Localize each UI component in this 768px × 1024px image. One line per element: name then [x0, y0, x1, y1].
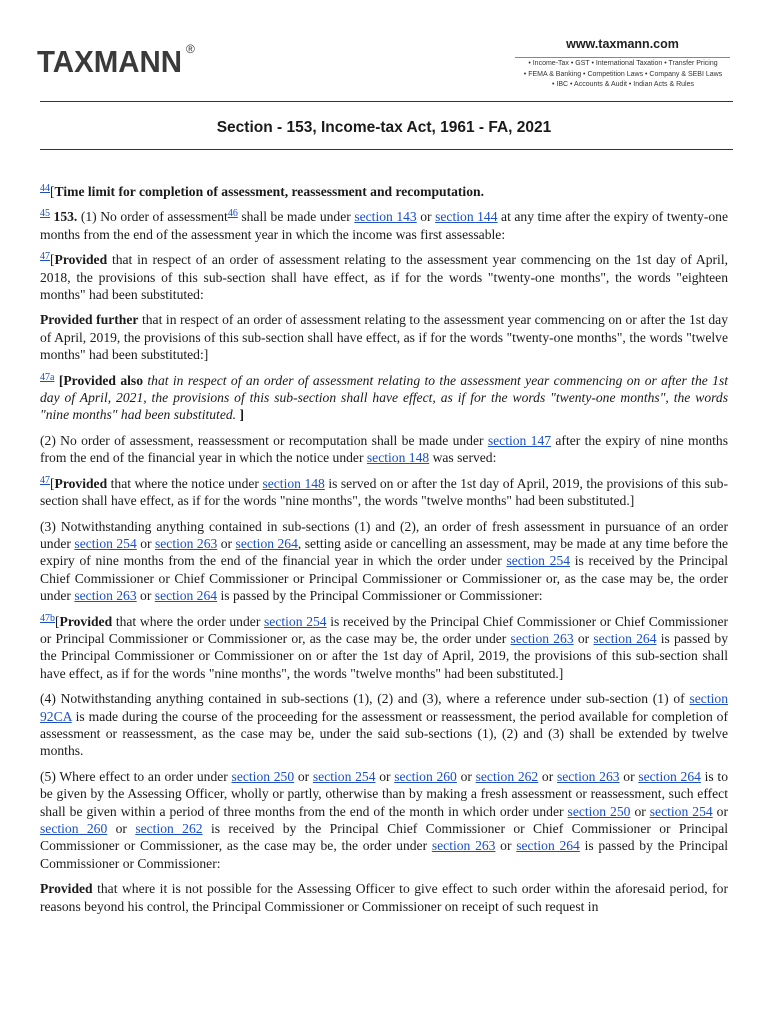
section-link[interactable]: section 254: [74, 535, 137, 551]
text-run: is passed by the Principal Commissioner or Commissioner:: [217, 588, 543, 604]
section-link[interactable]: section 254: [312, 768, 376, 784]
text-run: is to be given by the Assessing Officer, wholly or partly, otherwise than by making a fresh assessment or reassessment, such effect shall be given within a period of three months from the end of the month in which order under: [40, 768, 728, 819]
text-run: is served on or after the 1st day of April, 2019, the provisions of this sub-section shall have effect, as if for the words "nine months", the words "twelve months" had been substituted.]: [40, 475, 728, 509]
bold-text: 153.: [53, 209, 78, 225]
section-link[interactable]: section 264: [154, 588, 218, 604]
registered-mark: ®: [186, 42, 195, 56]
text-run: or: [573, 630, 594, 646]
bold-text: Provided further: [40, 312, 139, 328]
paragraph: [40, 880, 728, 915]
section-link[interactable]: section 250: [231, 768, 295, 784]
section-link[interactable]: section 263: [154, 535, 218, 551]
section-link[interactable]: section 264: [235, 535, 298, 551]
section-link[interactable]: section 262: [475, 768, 539, 784]
page-header: [0, 0, 768, 100]
title-top-rule: [40, 101, 733, 102]
text-run: or: [619, 768, 639, 784]
paragraph: [40, 372, 728, 424]
section-link[interactable]: section 148: [366, 450, 430, 466]
section-link[interactable]: section 264: [516, 838, 580, 854]
text-run: that in respect of an order of assessment relating to the assessment year commencing on the 1st day of April, 2018, the provisions of this sub-section shall have effect, as if for the words "twenty-one months", the words "eighteen months" had been substituted:: [40, 252, 728, 303]
text-run: (1) No order of assessment: [77, 209, 228, 225]
section-link[interactable]: section 263: [556, 768, 620, 784]
footnote-link[interactable]: 47b: [40, 612, 55, 624]
text-run: is passed by the Principal Commissioner or Commissioner:: [40, 838, 729, 871]
paragraph: [40, 690, 728, 760]
bold-text: Provided: [54, 252, 108, 268]
footnote-ref: [40, 613, 55, 624]
text-run: is received by the Principal Chief Commissioner or Chief Commissioner or Principal Commissioner or Commissioner or, as the case may be, the order under: [40, 613, 729, 646]
paragraph: [40, 183, 728, 200]
italic-text: that in respect of an order of assessment relating to the assessment year commencing on or after the 1st day of April, 2021, the provisions of this sub-section shall have effect, as if for the words "twenty-one months", the words "nine months" had been substituted.: [40, 372, 729, 423]
text-run: or: [630, 803, 650, 819]
section-link[interactable]: section 92CA: [40, 691, 728, 724]
section-link[interactable]: section 147: [487, 432, 552, 448]
text-run: or: [375, 768, 395, 784]
text-run: shall be made under: [237, 209, 355, 225]
bold-text: ]: [239, 407, 244, 423]
text-run: (2) No order of assessment, reassessment or recomputation shall be made under: [40, 432, 488, 448]
website-url[interactable]: www.taxmann.com: [566, 37, 679, 51]
text-run: at any time after the expiry of twenty-one months from the end of the assessment year in which the income was first assessable:: [40, 209, 729, 242]
text-run: that in respect of an order of assessment relating to the assessment year commencing on or after the 1st day of April, 2019, the provisions of this sub-section shall have effect, as if for the words "twenty-one months", the words "twelve months" had been substituted:]: [40, 312, 728, 363]
title-bottom-rule: [40, 149, 733, 150]
text-run: or: [456, 768, 476, 784]
text-run: or: [217, 535, 236, 551]
footnote-link[interactable]: 47: [40, 474, 50, 486]
section-link[interactable]: section 264: [593, 630, 657, 646]
section-link[interactable]: section 262: [135, 821, 203, 836]
tag-line: • Income-Tax • GST • International Taxation • Transfer Pricing: [528, 60, 718, 67]
text-run: or: [416, 209, 436, 225]
bold-text: Provided: [59, 613, 113, 629]
text-run: (3) Notwithstanding anything contained in sub-sections (1) and (2), an order of fresh assessment in pursuance of an order under: [40, 518, 728, 551]
paragraph: [40, 251, 728, 303]
footnote-link[interactable]: 46: [227, 208, 238, 220]
text-run: , setting aside or cancelling an assessment, may be made at any time before the expiry of nine months from the end of the financial year in which the order under: [40, 535, 729, 569]
section-content: [40, 183, 728, 923]
text-run: was served:: [429, 450, 497, 466]
text-run: [: [50, 475, 55, 491]
paragraph: [40, 475, 728, 510]
text-run: [: [55, 613, 60, 629]
text-run: or: [136, 535, 155, 551]
footnote-link[interactable]: 47a: [40, 371, 55, 383]
footnote-link[interactable]: 45: [40, 208, 50, 220]
text-run: or: [538, 768, 557, 784]
footnote-ref: [40, 251, 50, 262]
footnote-ref: [40, 208, 50, 219]
section-link[interactable]: section 144: [435, 209, 498, 225]
bold-text: [Provided also: [58, 372, 143, 388]
text-run: that where the notice under: [107, 475, 263, 491]
text-run: or: [712, 803, 728, 819]
section-link[interactable]: section 254: [506, 553, 571, 569]
section-link[interactable]: section 263: [74, 588, 137, 604]
bold-text: Provided: [54, 475, 108, 491]
taxmann-logo[interactable]: TAXMANN: [37, 44, 183, 79]
website-divider: [515, 57, 730, 58]
footnote-link[interactable]: 47: [40, 251, 50, 263]
paragraph: [40, 208, 728, 243]
bold-text: Provided: [40, 881, 93, 897]
text-run: or: [294, 768, 313, 784]
text-run: is passed by the Principal Commissioner or Commissioner on or after the 1st day of April, 2019, the provisions of this sub-section shall have effect, as if for the words "nine months", the words "twelve months" had been substituted.]: [40, 630, 729, 681]
paragraph: [40, 518, 728, 605]
bold-text: Time limit for completion of assessment, reassessment and recomputation.: [54, 184, 484, 199]
tag-line: • IBC • Accounts & Audit • Indian Acts & Rules: [552, 81, 694, 89]
text-run: after the expiry of nine months from the end of the financial year in which the notice under: [40, 432, 728, 466]
section-link[interactable]: section 263: [510, 630, 574, 646]
text-run: is received by the Principal Chief Commissioner or Chief Commissioner or Principal Commissioner or Commissioner, as the case may be, the order under: [40, 821, 729, 854]
page-title: Section - 153, Income-tax Act, 1961 - FA, 2021: [216, 119, 552, 136]
text-run: [: [50, 252, 55, 268]
section-link[interactable]: section 260: [40, 821, 108, 836]
section-link[interactable]: section 148: [262, 475, 325, 491]
text-run: (4) Notwithstanding anything contained in sub-sections (1), (2) and (3), where a reference under sub-section (1) of: [40, 691, 690, 707]
text-run: or: [136, 588, 155, 604]
text-run: is made during the course of the proceeding for the assessment or reassessment, the period available for completion of assessment or reassessment, as the case may be, under the said sub-sections (1), (2) and (3) shall be extended by twelve months.: [40, 708, 728, 759]
footnote-link[interactable]: 44: [40, 183, 50, 194]
paragraph: [40, 768, 728, 872]
tag-line: • FEMA & Banking • Competition Laws • Company & SEBI Laws: [523, 70, 723, 78]
text-run: (5) Where effect to an order under: [40, 768, 232, 784]
paragraph: [40, 613, 728, 683]
text-run: is received by the Principal Chief Commissioner or Chief Commissioner or Principal Commissioner or Commissioner or, as the case may be, the order under: [40, 553, 728, 604]
paragraph: [40, 311, 728, 363]
section-link[interactable]: section 250: [567, 803, 631, 819]
footnote-ref: [40, 372, 54, 383]
section-link[interactable]: section 254: [264, 613, 327, 629]
section-link[interactable]: section 143: [354, 209, 417, 225]
text-run: that where it is not possible for the Assessing Officer to give effect to such order within the aforesaid period, for reasons beyond his control, the Principal Commissioner or Commissioner on receipt of such request in: [40, 881, 728, 914]
section-link[interactable]: section 254: [649, 803, 713, 819]
footnote-ref: [40, 183, 50, 194]
footnote-ref: [40, 475, 50, 486]
section-link[interactable]: section 263: [431, 838, 496, 854]
text-run: [: [50, 184, 55, 199]
paragraph: [40, 432, 728, 467]
text-run: that where the order under: [112, 613, 265, 629]
footnote-ref: [228, 208, 238, 219]
text-run: or: [107, 821, 136, 836]
section-link[interactable]: section 264: [638, 768, 701, 784]
text-run: or: [495, 838, 517, 854]
tag-lines: [508, 59, 738, 91]
section-link[interactable]: section 260: [394, 768, 457, 784]
